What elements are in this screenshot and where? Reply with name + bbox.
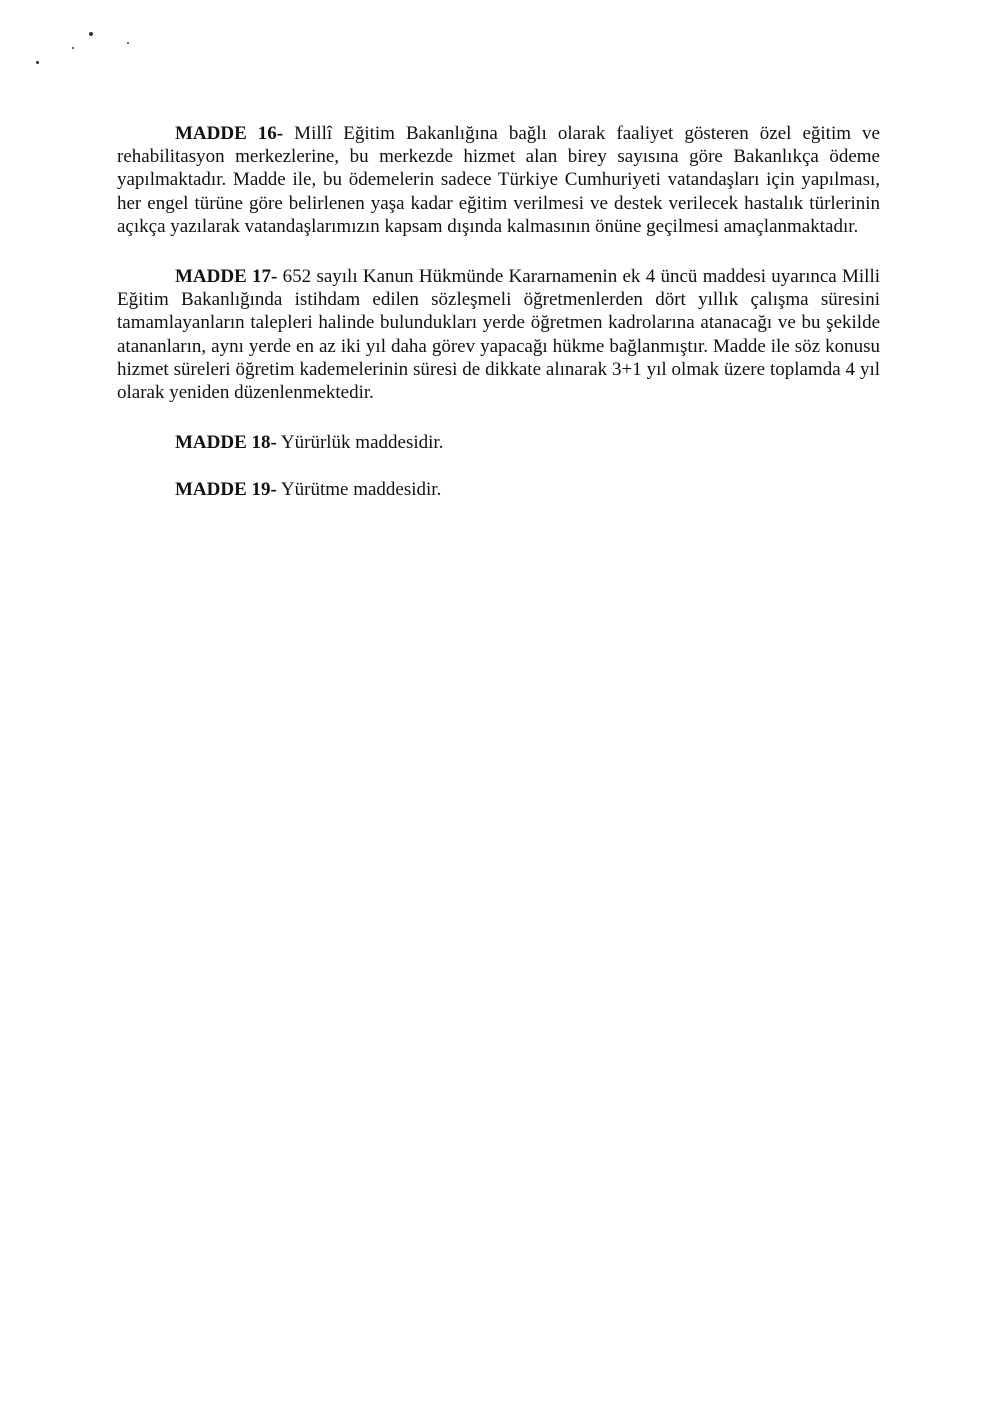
article-text: 652 sayılı Kanun Hükmünde Kararnamenin ek 4 üncü maddesi uyarınca Milli Eğitim Bakanlığında istihdam edilen sözleşmeli öğretmenlerden dört yıllık çalışma süresini tamamlayanların talepleri halinde bulundukları yerde öğretmen kadrolarına atanacağı ve bu şekilde atananların, aynı yerde en az iki yıl daha görev yapacağı hükme bağlanmıştır. Madde ile söz konusu hizmet süreleri öğretim kademelerinin süresi de dikkate alınarak 3+1 yıl olmak üzere toplamda 4 yıl olarak yeniden düzenlenmektedir. [117,266,880,404]
article-number: MADDE 18- [175,432,277,454]
article-18 [117,431,880,454]
scan-speck [36,61,39,64]
scan-speck [72,47,74,49]
document-body [117,122,880,526]
article-text: Yürürlük maddesidir. [276,432,444,454]
article-number: MADDE 16- [175,123,284,144]
article-19 [117,478,880,501]
scan-speck [89,32,93,36]
article-number: MADDE 17- [175,266,278,288]
article-16 [117,122,880,238]
article-number: MADDE 19- [175,479,277,501]
article-text: Millî Eğitim Bakanlığına bağlı olarak faaliyet gösteren özel eğitim ve rehabilitasyon merkezlerine, bu merkezde hizmet alan birey sayısına göre Bakanlıkça ödeme yapılmaktadır. Madde ile, bu ödemelerin sadece Türkiye Cumhuriyeti vatandaşları için yapılması, her engel türüne göre belirlenen yaşa kadar eğitim verilmesi ve destek verilecek hastalık türlerinin açıkça yazılarak vatandaşlarımızın kapsam dışında kalmasının önüne geçilmesi amaçlanmaktadır. [117,123,880,237]
article-text: Yürütme maddesidir. [276,479,442,501]
article-17 [117,265,880,404]
scan-speck [127,42,129,44]
